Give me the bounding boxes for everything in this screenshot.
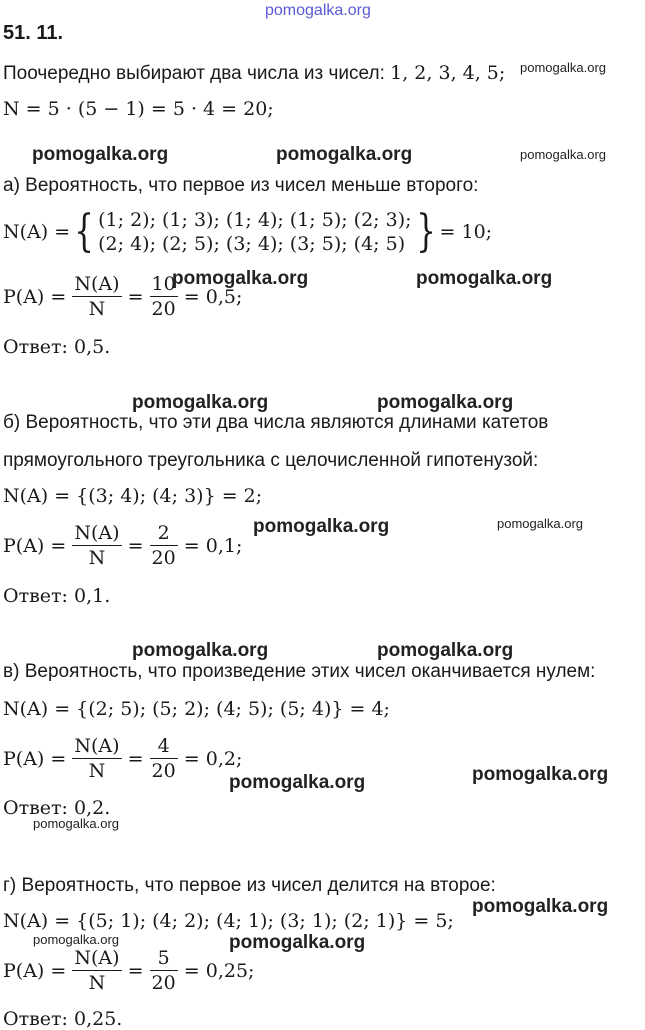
part-v-eq: =: [127, 747, 144, 770]
part-b-na: N(A) = {(3; 4); (4; 3)} = 2;: [3, 485, 263, 507]
part-b-pa: [3, 521, 242, 570]
part-g-frac1: [72, 946, 121, 995]
watermark: pomogalka.org: [229, 932, 366, 953]
watermark: pomogalka.org: [377, 640, 514, 661]
part-a-pa-label: P(A) =: [3, 285, 67, 308]
intro-numbers: 1, 2, 3, 4, 5;: [390, 62, 506, 84]
part-b-statement-1: б) Вероятность, что эти два числа являются длинами катетов: [3, 412, 549, 433]
watermark: pomogalka.org: [132, 640, 269, 661]
intro-text: [3, 62, 505, 85]
part-g-pa: [3, 946, 254, 995]
part-a-na-result: = 10;: [439, 221, 493, 243]
part-b-frac2-den: 20: [151, 547, 176, 569]
part-v-statement: в) Вероятность, что произведение этих чисел оканчивается нулем:: [3, 661, 596, 682]
watermark: pomogalka.org: [472, 896, 609, 917]
part-g-pa-label: P(A) =: [3, 959, 67, 982]
part-b-pa-label: P(A) =: [3, 534, 67, 557]
part-b-eq: =: [127, 534, 144, 557]
part-a-frac1-den: N: [88, 298, 106, 320]
part-v-pa: [3, 734, 242, 783]
part-v-frac2-num: 4: [150, 734, 178, 759]
intro-statement: Поочередно выбирают два числа из чисел:: [3, 63, 385, 84]
part-v-frac2: [150, 734, 178, 783]
part-a-frac2-num: 10: [151, 273, 176, 295]
part-b-statement-2: прямоугольного треугольника с целочисленной гипотенузой:: [3, 450, 539, 471]
part-b-frac1-num: N(A): [74, 522, 120, 544]
part-v-frac1: [72, 734, 121, 783]
watermark: pomogalka.org: [132, 392, 269, 413]
left-brace-icon: {: [74, 206, 94, 257]
part-b-frac2-num: 2: [150, 521, 178, 546]
part-v-frac2-den: 20: [151, 760, 176, 782]
watermark: pomogalka.org: [377, 392, 514, 413]
watermark: pomogalka.org: [276, 144, 413, 165]
part-v-answer: Ответ: 0,2.: [3, 797, 111, 819]
part-v-na: N(A) = {(2; 5); (5; 2); (4; 5); (5; 4)} = 4;: [3, 698, 390, 720]
part-v-frac1-den: N: [88, 760, 106, 782]
part-g-eq: =: [127, 959, 144, 982]
part-a-set: [98, 208, 411, 256]
part-g-frac1-num: N(A): [74, 947, 120, 969]
part-a-frac1: [72, 272, 121, 321]
watermark: pomogalka.org: [472, 764, 609, 785]
part-a-na: [3, 208, 492, 256]
part-v-frac1-num: N(A): [74, 735, 120, 757]
problem-title: 51. 11.: [3, 22, 64, 44]
part-b-frac2: [150, 521, 178, 570]
watermark: pomogalka.org: [33, 816, 119, 831]
part-v-pa-result: = 0,2;: [183, 747, 243, 770]
watermark: pomogalka.org: [172, 268, 309, 289]
watermark: pomogalka.org: [497, 516, 583, 531]
part-a-answer: Ответ: 0,5.: [3, 336, 111, 358]
watermark: pomogalka.org: [229, 772, 366, 793]
watermark: pomogalka.org: [520, 147, 606, 162]
part-a-set-line2: (2; 4); (2; 5); (3; 4); (3; 5); (4; 5): [98, 233, 406, 255]
part-a-na-label: N(A) =: [3, 221, 71, 243]
watermark: pomogalka.org: [32, 144, 169, 165]
part-b-pa-result: = 0,1;: [183, 534, 243, 557]
part-g-frac2: [150, 946, 178, 995]
part-g-pa-result: = 0,25;: [183, 959, 255, 982]
part-g-frac2-num: 5: [150, 946, 178, 971]
watermark: pomogalka.org: [33, 932, 119, 947]
part-b-answer: Ответ: 0,1.: [3, 585, 111, 607]
watermark-top: pomogalka.org: [265, 2, 371, 19]
watermark: pomogalka.org: [253, 516, 390, 537]
watermark: pomogalka.org: [520, 60, 606, 75]
part-b-frac1-den: N: [88, 547, 106, 569]
part-a-statement: а) Вероятность, что первое из чисел меньше второго:: [3, 175, 479, 196]
part-a-eq: =: [127, 285, 144, 308]
part-g-frac2-den: 20: [151, 972, 176, 994]
n-formula: N = 5 · (5 − 1) = 5 · 4 = 20;: [3, 98, 274, 120]
part-g-answer: Ответ: 0,25.: [3, 1008, 123, 1030]
part-a-frac2-den: 20: [151, 298, 176, 320]
part-g-statement: г) Вероятность, что первое из чисел делится на второе:: [3, 875, 496, 896]
part-g-frac1-den: N: [88, 972, 106, 994]
part-v-pa-label: P(A) =: [3, 747, 67, 770]
part-g-na: N(A) = {(5; 1); (4; 2); (4; 1); (3; 1); (2; 1)} = 5;: [3, 910, 454, 932]
right-brace-icon: }: [415, 206, 436, 257]
part-a-frac1-num: N(A): [74, 273, 120, 295]
part-a-pa-result: = 0,5;: [183, 285, 243, 308]
watermark: pomogalka.org: [416, 268, 553, 289]
part-a-set-line1: (1; 2); (1; 3); (1; 4); (1; 5); (2; 3);: [98, 209, 412, 231]
part-b-frac1: [72, 521, 121, 570]
